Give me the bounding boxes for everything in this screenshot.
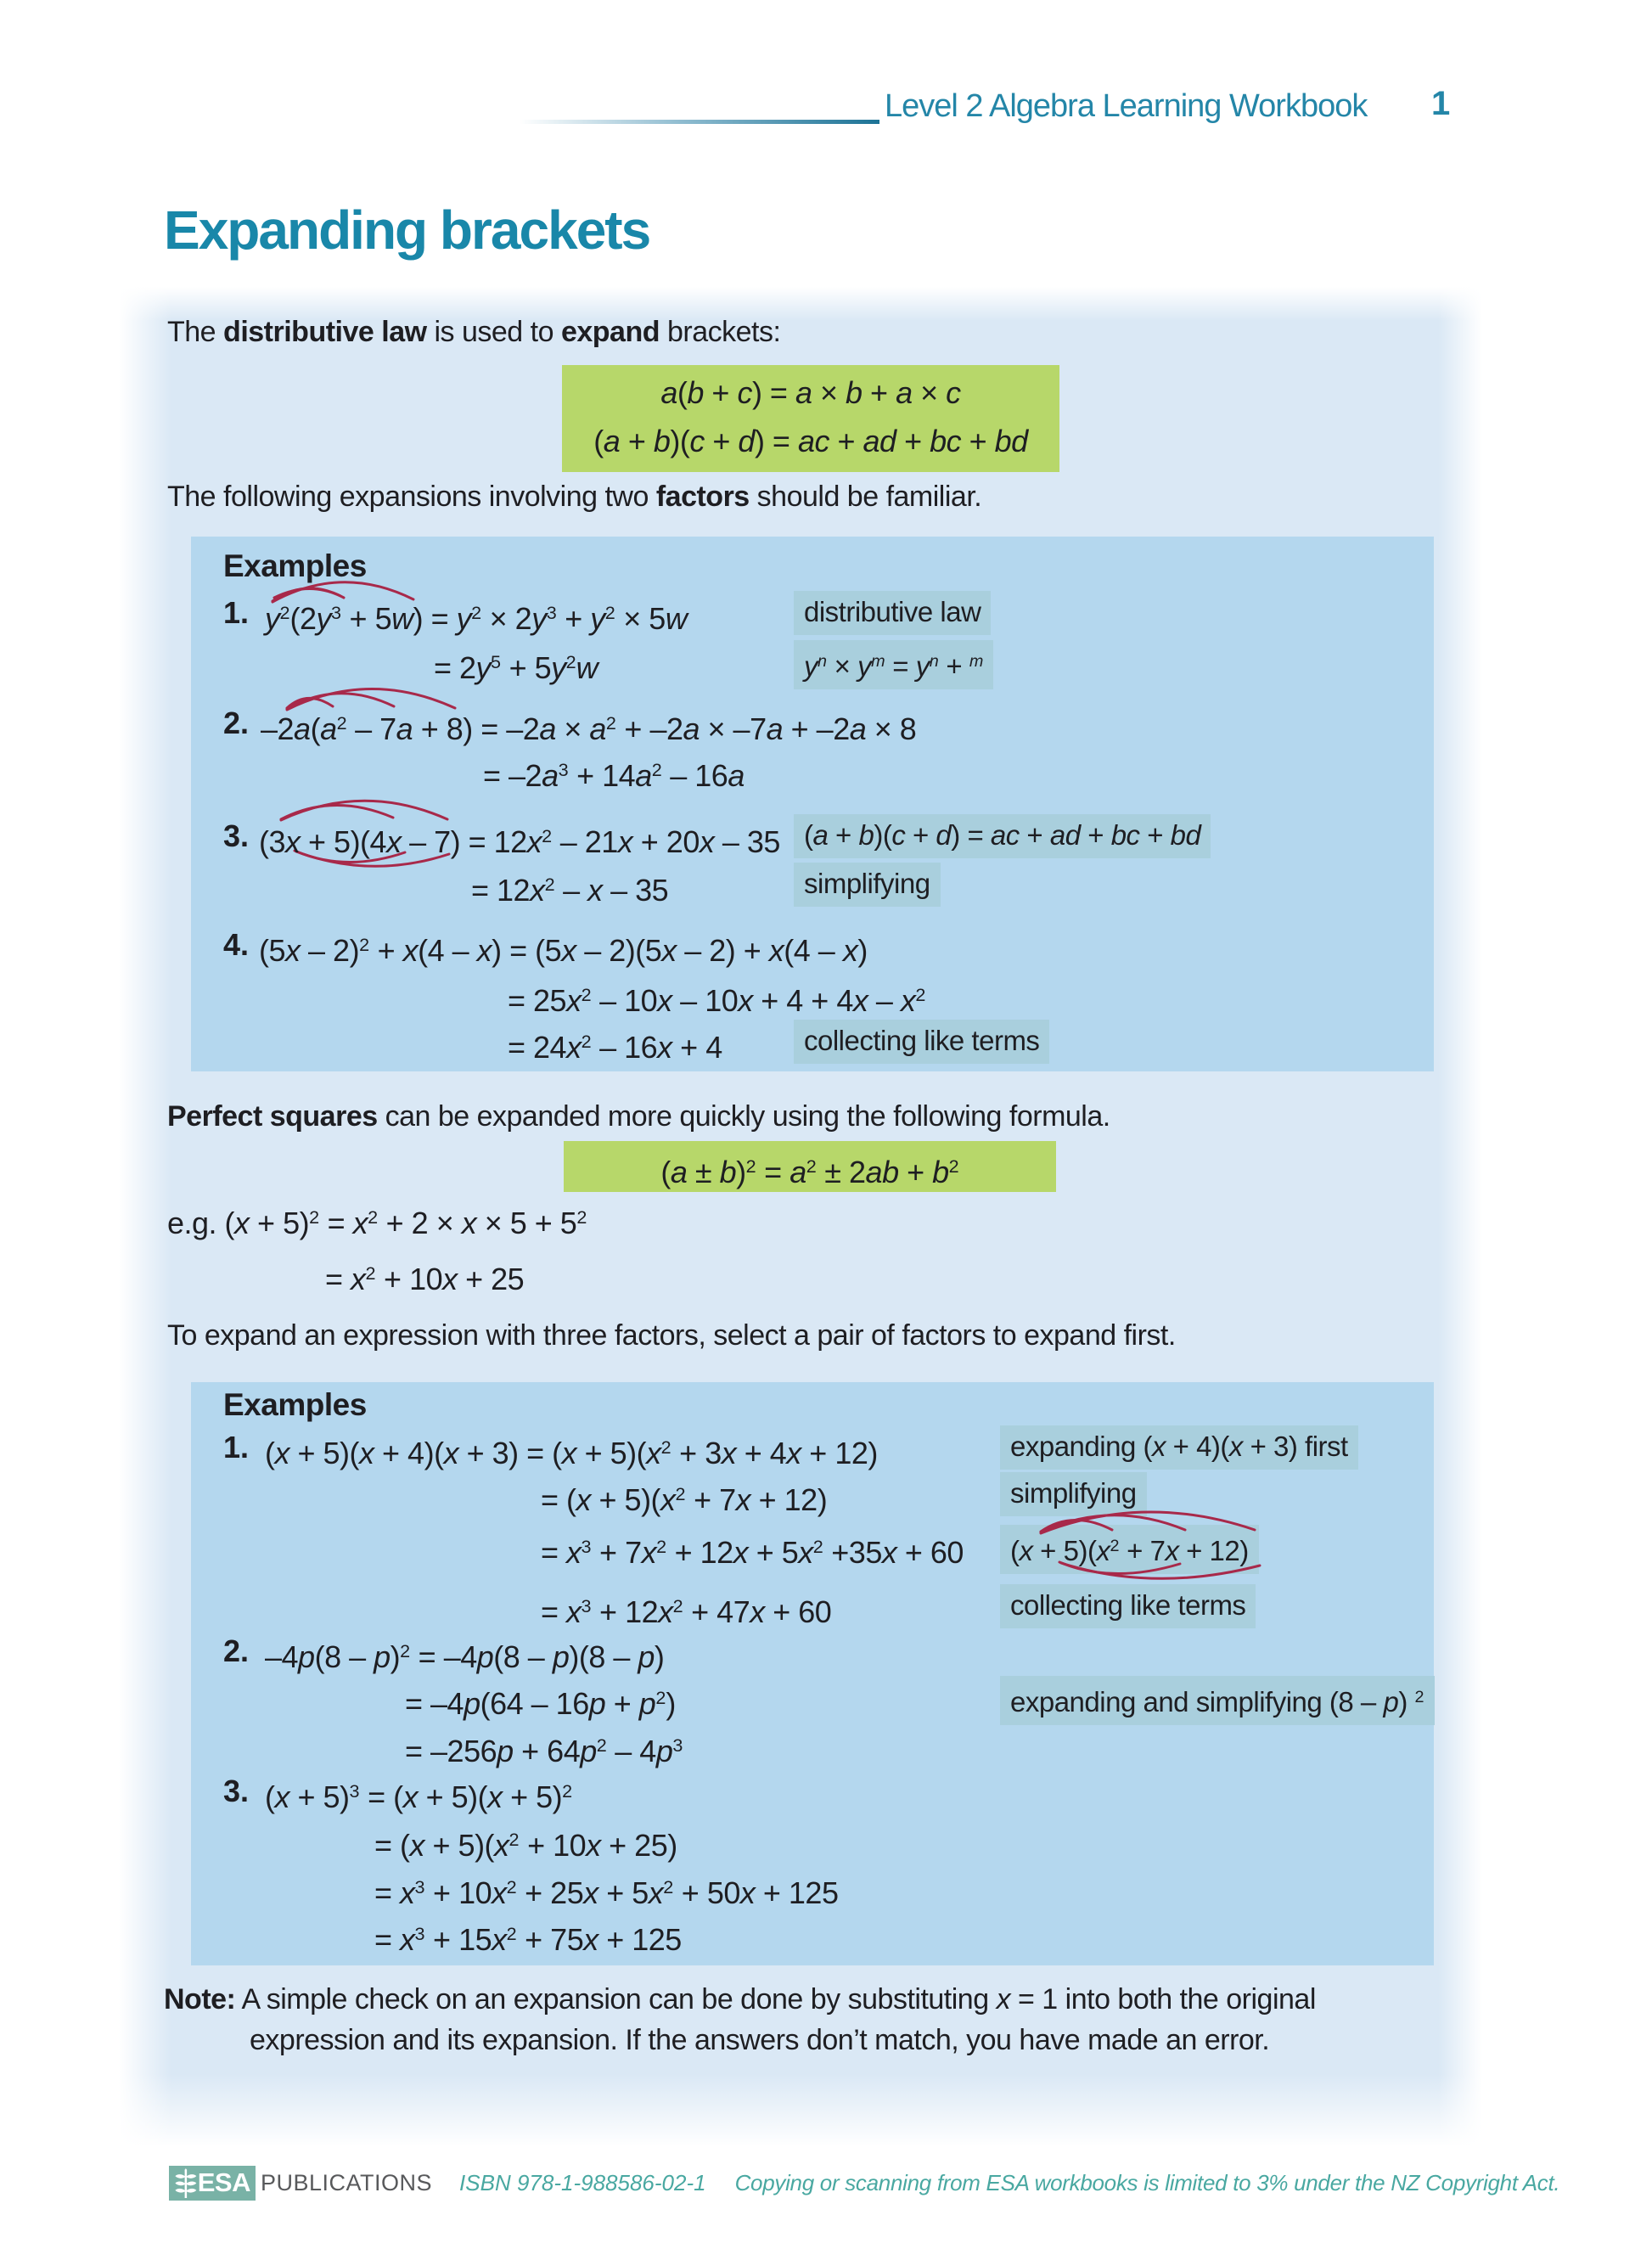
equation: $(x + 5)(x + 4)(x + 3) = (x + 5)(x^2 + 3x + 4x + 12)$ bbox=[265, 1435, 878, 1470]
logo-text: ESA bbox=[197, 2167, 250, 2197]
annotation-box: distributive law bbox=[794, 591, 991, 635]
equation: = $x^3 + 12x^2 + 47x + 60$ bbox=[541, 1594, 832, 1629]
isbn-text: ISBN 978-1-988586-02-1 bbox=[459, 2169, 706, 2195]
example-row bbox=[191, 1529, 1434, 1570]
examples-box-1 bbox=[191, 537, 1434, 1071]
equation: = $2y^5 + 5y^2w$ bbox=[434, 649, 598, 685]
example-row bbox=[191, 644, 1434, 685]
equation: = $x^3 + 10x^2 + 25x + 5x^2 + 50x + 125$ bbox=[374, 1875, 839, 1910]
perfect-square-formula-box: $(a \pm b)^2 = a^2 \pm 2ab + b^2$ bbox=[564, 1141, 1056, 1192]
example-number: 2. bbox=[223, 706, 250, 740]
header-rule bbox=[520, 120, 879, 124]
example-number: 2. bbox=[223, 1633, 250, 1668]
equation: = $-4p(64 - 16p + p^2)$ bbox=[405, 1685, 676, 1721]
plant-icon bbox=[171, 2168, 200, 2198]
example-row bbox=[191, 1024, 1434, 1065]
example-row bbox=[191, 752, 1434, 793]
example-row bbox=[191, 1680, 1434, 1721]
example-row bbox=[191, 1430, 1434, 1470]
esa-logo bbox=[169, 2166, 256, 2201]
distributive-law-formula-box bbox=[562, 365, 1059, 472]
example-row bbox=[191, 1822, 1434, 1863]
example-row bbox=[191, 595, 1434, 636]
examples-heading: Examples bbox=[223, 1387, 367, 1422]
example-number: 1. bbox=[223, 595, 250, 630]
note-line: Note: A simple check on an expansion can be done by substituting x = 1 into both the original bbox=[164, 1983, 1316, 2015]
equation: $-2a(a^2 - 7a + 8) = -2a \times a^2 + -2a \times -7a + -2a \times 8$ bbox=[261, 711, 917, 746]
example-row bbox=[191, 1633, 1434, 1674]
annotation-box: $(x + 5)(x^2 + 7x + 12)$ bbox=[1000, 1525, 1259, 1574]
example-row bbox=[191, 706, 1434, 746]
example-row bbox=[191, 1916, 1434, 1957]
equation: = $12x^2$ – x – 35 bbox=[471, 872, 669, 908]
example-row bbox=[191, 1728, 1434, 1768]
header-page-number: 1 bbox=[1431, 85, 1451, 122]
publisher-name: PUBLICATIONS bbox=[261, 2169, 433, 2195]
equation: = $24x^2 - 16x + 4$ bbox=[508, 1029, 722, 1065]
example-number: 4. bbox=[223, 927, 250, 962]
perfect-squares-paragraph: Perfect squares can be expanded more quickly using the following formula. bbox=[167, 1100, 1110, 1133]
example-row bbox=[191, 818, 1434, 859]
equation: = $x^3 + 15x^2 + 75x + 125$ bbox=[374, 1921, 682, 1957]
example-row bbox=[191, 867, 1434, 908]
annotation-box: (a + b)(c + d) = ac + ad + bc + bd bbox=[794, 814, 1211, 858]
example-row bbox=[191, 1774, 1434, 1814]
annotation-box: collecting like terms bbox=[794, 1020, 1049, 1064]
annotation-box: collecting like terms bbox=[1000, 1584, 1256, 1628]
annotation-box: expanding and simplifying (8 – p) $^2$ bbox=[1000, 1676, 1435, 1725]
equation: = $-2a^3 + 14a^2 - 16a$ bbox=[483, 757, 745, 793]
example-row bbox=[191, 977, 1434, 1018]
formula-line: a(b + c) = a × b + a × c bbox=[660, 375, 961, 410]
example-row bbox=[191, 1588, 1434, 1629]
equation: = $25x^2 - 10x - 10x + 4 + 4x - x^2$ bbox=[508, 982, 926, 1018]
page-title: Expanding brackets bbox=[164, 200, 650, 261]
formula-line: (a + b)(c + d) = ac + ad + bc + bd bbox=[593, 424, 1028, 458]
equation: = $(x + 5)(x^2 + 10x + 25)$ bbox=[374, 1827, 677, 1863]
equation: = $x^3 + 7x^2 + 12x + 5x^2 +35x + 60$ bbox=[541, 1534, 964, 1570]
note-line: expression and its expansion. If the answers don’t match, you have made an error. bbox=[250, 2024, 1270, 2056]
examples-heading: Examples bbox=[223, 548, 367, 583]
example-eg-line: e.g. $(x + 5)^2 = x^2 + 2 \times x \times 5 + 5^2$ bbox=[167, 1206, 587, 1240]
example-number: 3. bbox=[223, 1774, 250, 1808]
annotation-box: simplifying bbox=[794, 863, 941, 907]
annotation-box: expanding (x + 4)(x + 3) first bbox=[1000, 1425, 1358, 1470]
two-factors-paragraph: The following expansions involving two factors should be familiar. bbox=[167, 481, 982, 513]
equation: (5x – 2)$^2$ + x(4 – x) = (5x – 2)(5x – 2) + x(4 – x) bbox=[259, 932, 868, 968]
examples-box-2 bbox=[191, 1382, 1434, 1965]
header-book-title: Level 2 Algebra Learning Workbook bbox=[885, 88, 1368, 124]
example-number: 1. bbox=[223, 1430, 250, 1465]
equation: = $(x + 5)(x^2 + 7x + 12)$ bbox=[541, 1481, 828, 1517]
example-row bbox=[191, 1869, 1434, 1910]
annotation-box: simplifying bbox=[1000, 1472, 1147, 1516]
footer bbox=[169, 2163, 1559, 2202]
intro-paragraph: The distributive law is used to expand brackets: bbox=[167, 316, 781, 348]
equation: –4p(8 – p)$^2$ = –4p(8 – p)(8 – p) bbox=[265, 1639, 665, 1674]
example-number: 3. bbox=[223, 818, 250, 853]
annotation-box: $y^n \times y^m = y^n + ^m$ bbox=[794, 640, 993, 689]
three-factors-paragraph: To expand an expression with three factors, select a pair of factors to expand first. bbox=[167, 1319, 1176, 1352]
equation: = $-256p + 64p^2 - 4p^3$ bbox=[405, 1733, 683, 1768]
copyright-text: Copying or scanning from ESA workbooks is limited to 3% under the NZ Copyright Act. bbox=[734, 2169, 1560, 2195]
example-row bbox=[191, 1476, 1434, 1517]
example-eg-line: = $x^2 + 10x + 25$ bbox=[325, 1262, 525, 1296]
equation: $(x + 5)^3 = (x + 5)(x + 5)^2$ bbox=[265, 1779, 573, 1814]
equation: $(3x + 5)(4x - 7) = 12x^2 - 21x + 20x - 35$ bbox=[259, 824, 780, 859]
example-row bbox=[191, 927, 1434, 968]
equation: $y^2(2y^3 + 5w) = y^2 \times 2y^3 + y^2 \times 5w$ bbox=[265, 600, 688, 636]
